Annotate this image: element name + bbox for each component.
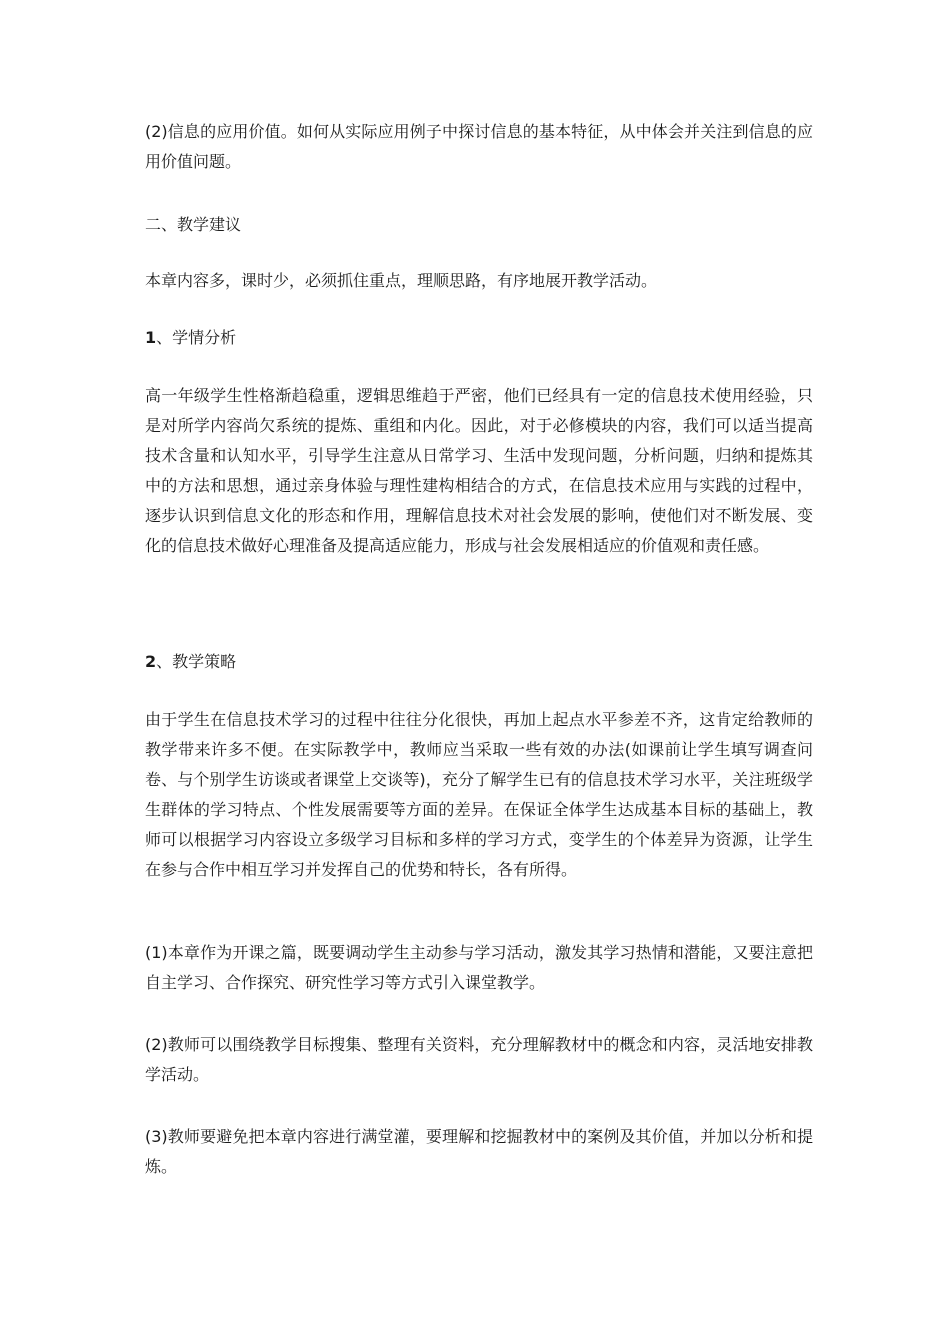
subheading-number: 1 — [145, 328, 157, 347]
list-item-3: (3)教师要避免把本章内容进行满堂灌，要理解和挖掘教材中的案例及其价值，并加以分析和提炼。 — [145, 1127, 813, 1176]
subheading-text: 、教学策略 — [156, 652, 237, 671]
section-title: 二、教学建议 — [145, 215, 242, 234]
list-item-2: (2)教师可以围绕教学目标搜集、整理有关资料，充分理解教材中的概念和内容，灵活地安排教学活动。 — [145, 1035, 813, 1084]
paragraph-student-analysis: 高一年级学生性格渐趋稳重，逻辑思维趋于严密，他们已经具有一定的信息技术使用经验，只是对所学内容尚欠系统的提炼、重组和内化。因此，对于必修模块的内容，我们可以适当提高技术含量和认知水平，引导学生注意从日常学习、生活中发现问题，分析问题，归纳和提炼其中的方法和思想，通过亲身体验与理性建构相结合的方式，在信息技术应用与实践的过程中，逐步认识到信息文化的形态和作用，理解信息技术对社会发展的影响，使他们对不断发展、变化的信息技术做好心理准备及提高适应能力，形成与社会发展相适应的价值观和责任感。 — [145, 386, 813, 555]
paragraph-info-value: (2)信息的应用价值。如何从实际应用例子中探讨信息的基本特征，从中体会并关注到信息的应用价值问题。 — [145, 122, 813, 171]
list-item-1: (1)本章作为开课之篇，既要调动学生主动参与学习活动，激发其学习热情和潜能，又要注意把自主学习、合作探究、研究性学习等方式引入课堂教学。 — [145, 943, 813, 992]
subheading-teaching-strategy — [145, 647, 236, 677]
paragraph-teaching-strategy: 由于学生在信息技术学习的过程中往往分化很快，再加上起点水平参差不齐，这肯定给教师的教学带来许多不便。在实际教学中，教师应当采取一些有效的办法(如课前让学生填写调查问卷、与个别学生访谈或者课堂上交谈等)，充分了解学生已有的信息技术学习水平，关注班级学生群体的学习特点、个性发展需要等方面的差异。在保证全体学生达成基本目标的基础上，教师可以根据学习内容设立多级学习目标和多样的学习方式，变学生的个体差异为资源，让学生在参与合作中相互学习并发挥自己的优势和特长，各有所得。 — [145, 710, 813, 879]
subheading-text: 、学情分析 — [156, 328, 237, 347]
subheading-student-analysis — [145, 323, 236, 353]
paragraph-intro: 本章内容多，课时少，必须抓住重点，理顺思路，有序地展开教学活动。 — [145, 271, 658, 290]
subheading-number: 2 — [145, 652, 157, 671]
